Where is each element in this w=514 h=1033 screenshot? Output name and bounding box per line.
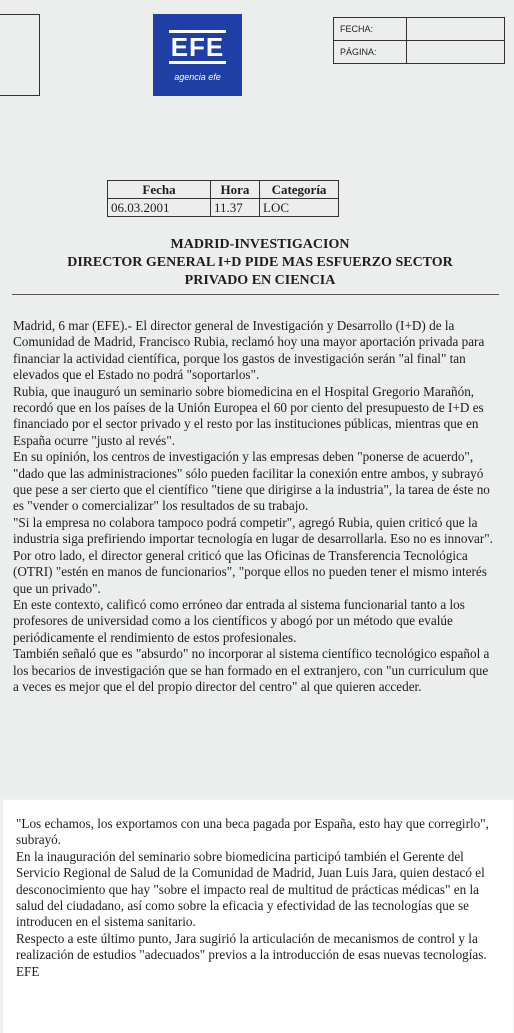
- efe-logo: [153, 14, 242, 96]
- paragraph: También señaló que es "absurdo" no incorporar al sistema científico tecnológico español a los becarios de investigación que se han formado en el extranjero, con "un curriculum que a veces es mejor que el del propio director del centro" al que quieren acceder.: [13, 646, 490, 694]
- paragraph: En la inauguración del seminario sobre biomedicina participó también el Gerente del Servicio Regional de Salud de la Comunidad de Madrid, Juan Luis Jara, quien destacó el desconocimiento que hay "sobre el impacto real de multitud de prácticas médicas" en la salud del ciudadano, así como sobre la eficacia y efectividad de las tecnologías que se introducen en el sistema sanitario.: [16, 848, 485, 930]
- logo-brand-text: EFE: [170, 32, 225, 62]
- headline-line-3: PRIVADO EN CIENCIA: [184, 273, 336, 288]
- paragraph: Por otro lado, el director general criticó que las Oficinas de Transferencia Tecnológica (OTRI) "estén en manos de funcionarios", "porque ellos no pueden tener el mismo interés que un privado".: [13, 547, 487, 596]
- article-body: [13, 318, 497, 695]
- paragraph: Respecto a este último punto, Jara sugirió la articulación de mecanismos de control y la realización de estudios "adecuados" previos a la introducción de esas nuevas tecnologías. EFE: [16, 930, 487, 979]
- headline: [20, 236, 500, 290]
- cell-fecha: 06.03.2001: [108, 199, 211, 217]
- paragraph: Rubia, que inauguró un seminario sobre biomedicina en el Hospital Gregorio Marañón, recordó que en los países de la Unión Europea el 60 por ciento del presupuesto de I+D es financiado por el sector privado y el resto por las instituciones públicas, mientras que en España ocurre "justo al revés".: [13, 383, 484, 448]
- logo-subtitle: agencia efe: [174, 72, 221, 82]
- article-continuation: [16, 816, 494, 980]
- divider-rule: [12, 294, 499, 295]
- pagina-value: [407, 41, 505, 64]
- fecha-value: [407, 18, 505, 41]
- paragraph: En este contexto, calificó como erróneo dar entrada al sistema funcionarial tanto a los profesores de universidad como a los científicos y abogó por un método que evalúe periódicamente el rendimiento de estos profesionales.: [13, 596, 465, 645]
- headline-line-2: DIRECTOR GENERAL I+D PIDE MAS ESFUERZO SECTOR: [67, 255, 453, 270]
- header-hora: Hora: [211, 181, 260, 199]
- paragraph: Madrid, 6 mar (EFE).- El director general de Investigación y Desarrollo (I+D) de la Comunidad de Madrid, Francisco Rubia, reclamó hoy una mayor aportación privada para financiar la actividad científica, porque los gastos de investigación serán "al final" tan elevados que el Estado no podrá "soportarlos".: [13, 318, 485, 383]
- header-fecha: Fecha: [108, 181, 211, 199]
- paragraph: En su opinión, los centros de investigación y las empresas deben "ponerse de acuerdo", "dado que las administraciones" sólo pueden facilitar la conexión entre ambos, y subrayó que pese a ser cierto que el científico "tiene que dirigirse a la industria", la tarea de éste no es "vender o comercializar" los resultados de su trabajo.: [13, 449, 490, 514]
- cell-hora: 11.37: [211, 199, 260, 217]
- logo-mark: [153, 30, 242, 64]
- paragraph: "Los echamos, los exportamos con una beca pagada por España, esto hay que corregirlo", subrayó.: [16, 816, 489, 848]
- cell-categoria: LOC: [260, 199, 339, 217]
- headline-line-1: MADRID-INVESTIGACION: [170, 237, 350, 252]
- corner-frame: [0, 14, 40, 96]
- pagina-label: PÁGINA:: [334, 41, 407, 64]
- paragraph: "Si la empresa no colabora tampoco podrá competir", agregó Rubia, quien criticó que la industria siga prefiriendo importar tecnología en lugar de desarrollarla. Eso no es innovar".: [13, 514, 493, 547]
- meta-box: [333, 17, 505, 64]
- fecha-label: FECHA:: [334, 18, 407, 41]
- header-categoria: Categoría: [260, 181, 339, 199]
- info-table: [107, 180, 339, 217]
